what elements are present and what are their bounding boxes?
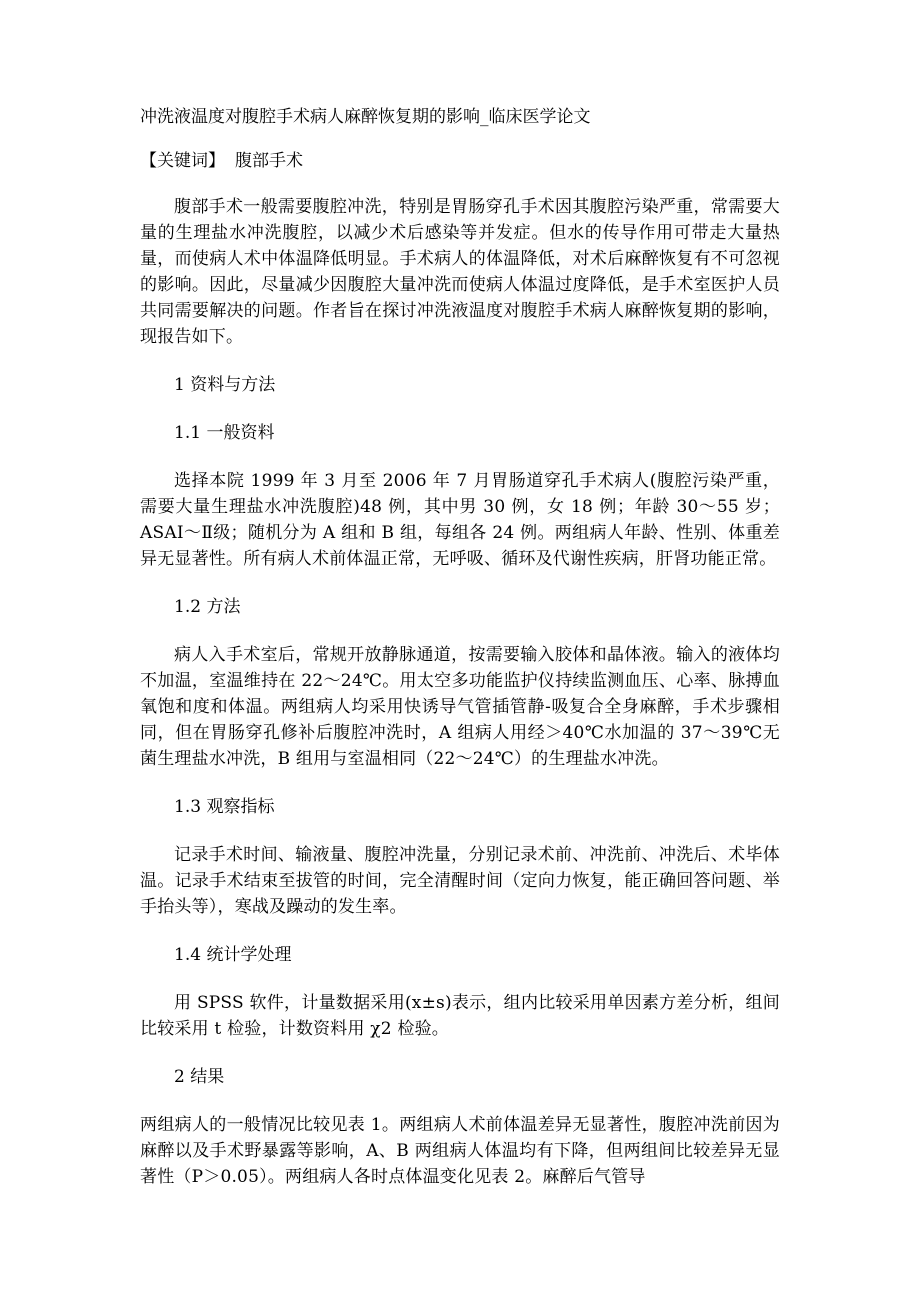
section-heading-indicators: 1.3 观察指标 <box>174 797 275 817</box>
general-data-paragraph: 选择本院 1999 年 3 月至 2006 年 7 月胃肠道穿孔手术病人(腹腔污染严重，需要大量生理盐水冲洗腹腔)48 例，其中男 30 例，女 18 例；年龄 30～55 岁；ASAⅠ～Ⅱ级；随机分为 A 组和 B 组，每组各 24 例。两组病人年龄、性别、体重差异无显著性。所有病人术前体温正常，无呼吸、循环及代谢性疾病，肝肾功能正常。 <box>140 471 780 569</box>
section-heading-results: 2 结果 <box>174 1067 225 1087</box>
section-heading-method: 1.2 方法 <box>174 597 241 617</box>
keywords-value: 腹部手术 <box>235 151 303 171</box>
statistics-paragraph: 用 SPSS 软件，计量数据采用(x±s)表示，组内比较采用单因素方差分析，组间比较采用 t 检验，计数资料用 χ2 检验。 <box>140 993 780 1039</box>
keywords-label: 【关键词】 <box>140 151 225 171</box>
method-paragraph: 病人入手术室后，常规开放静脉通道，按需要输入胶体和晶体液。输入的液体均不加温，室温维持在 22～24℃。用太空多功能监护仪持续监测血压、心率、脉搏血氧饱和度和体温。两组病人均采用快诱导气管插管静-吸复合全身麻醉，手术步骤相同，但在胃肠穿孔修补后腹腔冲洗时，A 组病人用经＞40℃水加温的 37～39℃无菌生理盐水冲洗，B 组用与室温相同（22～24℃）的生理盐水冲洗。 <box>140 645 780 769</box>
section-heading-statistics: 1.4 统计学处理 <box>174 945 292 965</box>
indicators-paragraph: 记录手术时间、输液量、腹腔冲洗量，分别记录术前、冲洗前、冲洗后、术毕体温。记录手术结束至拔管的时间，完全清醒时间（定向力恢复，能正确回答问题、举手抬头等），寒战及躁动的发生率。 <box>140 845 780 917</box>
document-page <box>140 104 780 1212</box>
intro-paragraph: 腹部手术一般需要腹腔冲洗，特别是胃肠穿孔手术因其腹腔污染严重，常需要大量的生理盐水冲洗腹腔，以减少术后感染等并发症。但水的传导作用可带走大量热量，而使病人术中体温降低明显。手术病人的体温降低，对术后麻醉恢复有不可忽视的影响。因此，尽量减少因腹腔大量冲洗而使病人体温过度降低，是手术室医护人员共同需要解决的问题。作者旨在探讨冲洗液温度对腹腔手术病人麻醉恢复期的影响，现报告如下。 <box>140 197 780 347</box>
section-heading-methods: 1 资料与方法 <box>174 375 276 395</box>
section-heading-general-data: 1.1 一般资料 <box>174 423 275 443</box>
results-paragraph: 两组病人的一般情况比较见表 1。两组病人术前体温差异无显著性，腹腔冲洗前因为麻醉以及手术野暴露等影响，A、B 两组病人体温均有下降，但两组间比较差异无显著性（P＞0.05）。两组病人各时点体温变化见表 2。麻醉后气管导 <box>140 1115 780 1187</box>
keywords-line <box>140 148 780 174</box>
document-title: 冲洗液温度对腹腔手术病人麻醉恢复期的影响_临床医学论文 <box>140 107 591 127</box>
